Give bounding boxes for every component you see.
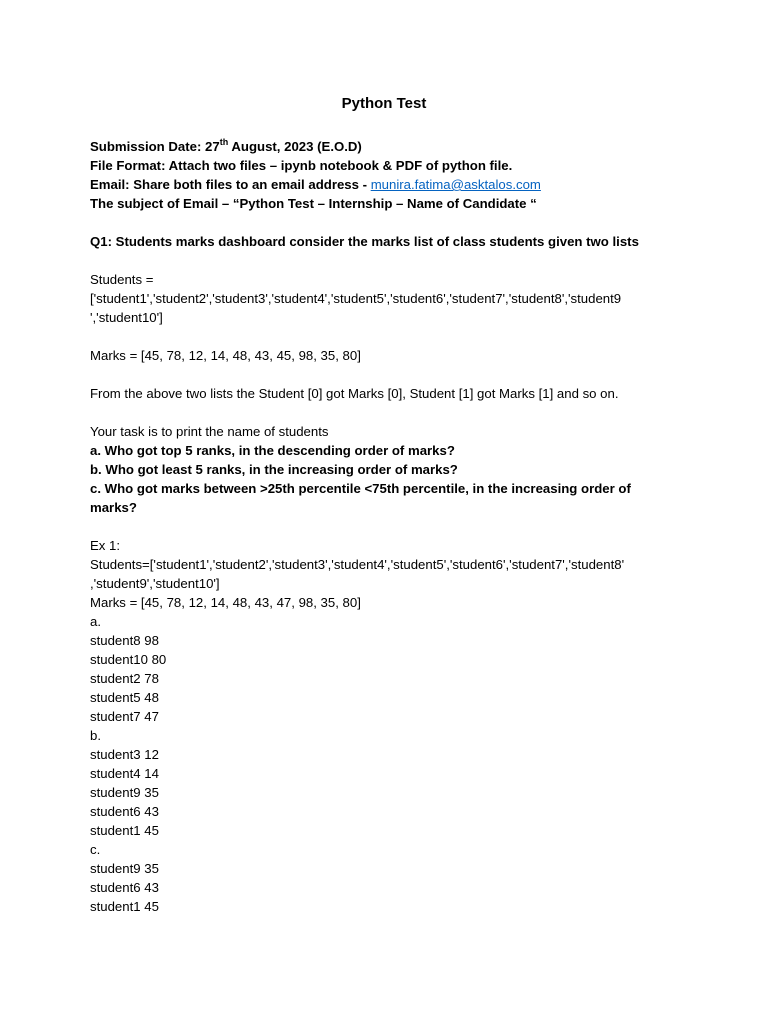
explanation: From the above two lists the Student [0] got Marks [0], Student [1] got Marks [1] and so on. (90, 386, 619, 401)
email-link[interactable]: munira.fatima@asktalos.com (370, 177, 541, 192)
output-line: student8 98 (90, 633, 159, 648)
output-line: a. (90, 614, 101, 629)
output-line: student7 47 (90, 709, 159, 724)
marks-list: Marks = [45, 78, 12, 14, 48, 43, 45, 98, 35, 80] (90, 348, 361, 363)
question-1: Q1: Students marks dashboard consider the marks list of class students given two lists (90, 234, 639, 249)
task-c-continued: marks? (90, 500, 137, 515)
example-students-line-1: Students=['student1','student2','student3','student4','student5','student6','student7','student8' (90, 557, 625, 572)
submission-date (90, 137, 362, 156)
output-line: student9 35 (90, 785, 159, 800)
task-c: c. Who got marks between >25th percentile <75th percentile, in the increasing order of (90, 481, 631, 496)
output-line: b. (90, 728, 101, 743)
task-intro: Your task is to print the name of students (90, 424, 329, 439)
example-marks: Marks = [45, 78, 12, 14, 48, 43, 47, 98, 35, 80] (90, 595, 361, 610)
submission-date-rest: August, 2023 (E.O.D) (228, 139, 362, 154)
example-label: Ex 1: (90, 538, 121, 553)
output-line: student3 12 (90, 747, 159, 762)
output-line: student10 80 (90, 652, 167, 667)
example-students-line-2: ,'student9','student10'] (90, 576, 220, 591)
document-title: Python Test (341, 95, 427, 112)
output-line: student1 45 (90, 899, 159, 914)
task-a: a. Who got top 5 ranks, in the descending order of marks? (90, 443, 455, 458)
email-line (90, 175, 541, 194)
output-line: student6 43 (90, 804, 159, 819)
output-line: student6 43 (90, 880, 159, 895)
submission-date-sup: th (219, 136, 229, 147)
students-list-line-2: ','student10'] (90, 310, 163, 325)
output-line: student2 78 (90, 671, 159, 686)
file-format: File Format: Attach two files – ipynb notebook & PDF of python file. (90, 158, 513, 173)
email-subject: The subject of Email – “Python Test – Internship – Name of Candidate “ (90, 196, 537, 211)
students-list-line-1: ['student1','student2','student3','student4','student5','student6','student7','student8','student9 (90, 291, 622, 306)
output-line: c. (90, 842, 101, 857)
email-label: Email: Share both files to an email address - (90, 177, 371, 192)
output-line: student5 48 (90, 690, 159, 705)
output-line: student1 45 (90, 823, 159, 838)
students-label: Students = (90, 272, 154, 287)
task-b: b. Who got least 5 ranks, in the increasing order of marks? (90, 462, 458, 477)
output-line: student4 14 (90, 766, 159, 781)
output-line: student9 35 (90, 861, 159, 876)
submission-date-label: Submission Date: 27 (90, 139, 220, 154)
